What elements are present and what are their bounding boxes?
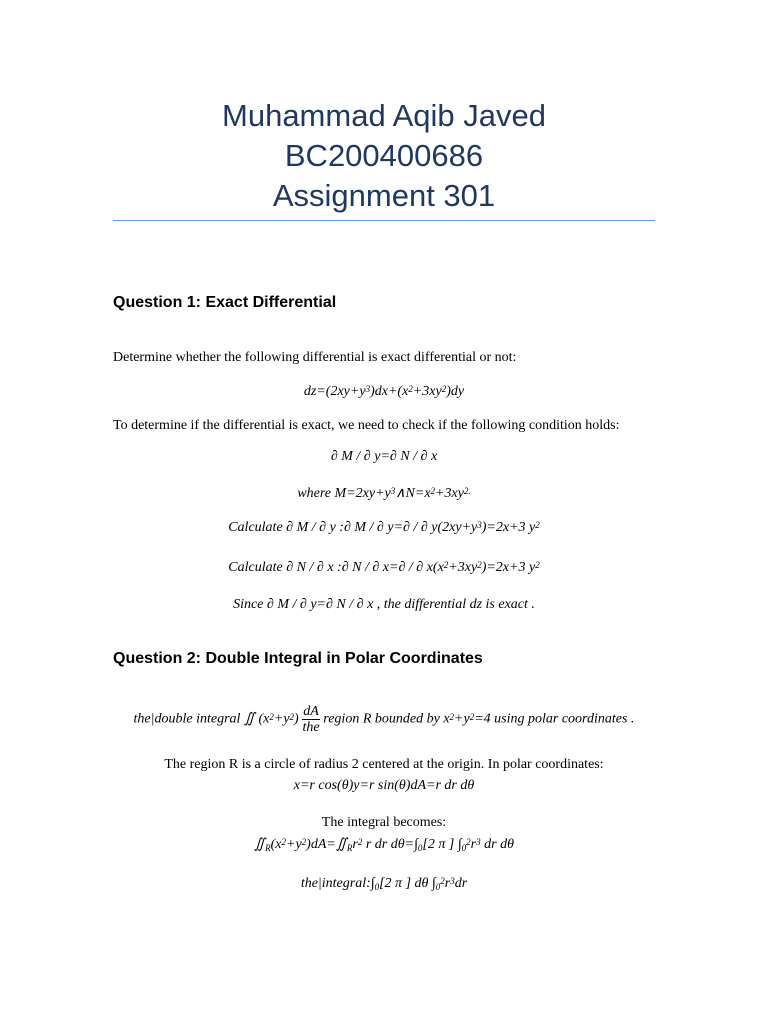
integral-transformed: $∬_R(x^2+y^2)dA=∬_Rr^2$ r dr $d\theta=\int_0[2$ π ] $\int_0^2r^3$ dr dθ — [254, 837, 514, 853]
integral-final: $the|integral:\int_0[2$ π ] dθ $\int_0^2r^3dr$ — [300, 876, 468, 892]
student-id: BC200400686 — [284, 138, 484, 173]
calc-partial-n: Calculate ∂ N / ∂ x :∂ N / ∂ x=∂ / ∂ $x(x^2+3xy^2)=2x+3$ $y^2$ — [228, 560, 540, 575]
calc-partial-m: Calculate ∂ M / ∂ y :∂ M / ∂ y=∂ / ∂ $y(2xy+y^3)=2x+3$ $y^2$ — [228, 520, 540, 535]
question-1-heading: Question 1: Exact Differential — [113, 294, 337, 311]
region-description: The region R is a circle of radius 2 centered at the origin. In polar coordinates: — [164, 757, 604, 772]
differential-equation: $dz=(2xy+y^3)dx+(x^2+3xy^2)dy$ — [303, 384, 465, 399]
assignment-title: Assignment 301 — [272, 178, 496, 213]
question-2-heading: Question 2: Double Integral in Polar Coordinates — [113, 650, 483, 667]
integral-statement: the|double integral ∬ $(x^2+y^2)$ $\frac{dA}{\text{the}}$ region R bounded by $x^2+y^2=4$ using polar coordinates . — [133, 704, 635, 735]
integral-intro: The integral becomes: — [321, 815, 447, 830]
exactness-conclusion: Since ∂ M / ∂ y=∂ N / ∂ x , the differential dz is exact . — [233, 597, 535, 612]
question-1-prompt: Determine whether the following differential is exact differential or not: — [113, 350, 517, 365]
author-name: Muhammad Aqib Javed — [222, 98, 546, 133]
m-n-definition: where $M=2xy+y^3\wedge N=x^2+3xy^{2.}$ — [297, 486, 471, 501]
title-divider — [113, 220, 655, 221]
polar-substitution: x=r cos(θ)y=r sin(θ)dA=r dr dθ — [293, 778, 475, 793]
exactness-explanation: To determine if the differential is exact, we need to check if the following condition holds: — [113, 418, 620, 433]
exactness-condition: ∂ M / ∂ y=∂ N / ∂ x — [330, 449, 438, 464]
